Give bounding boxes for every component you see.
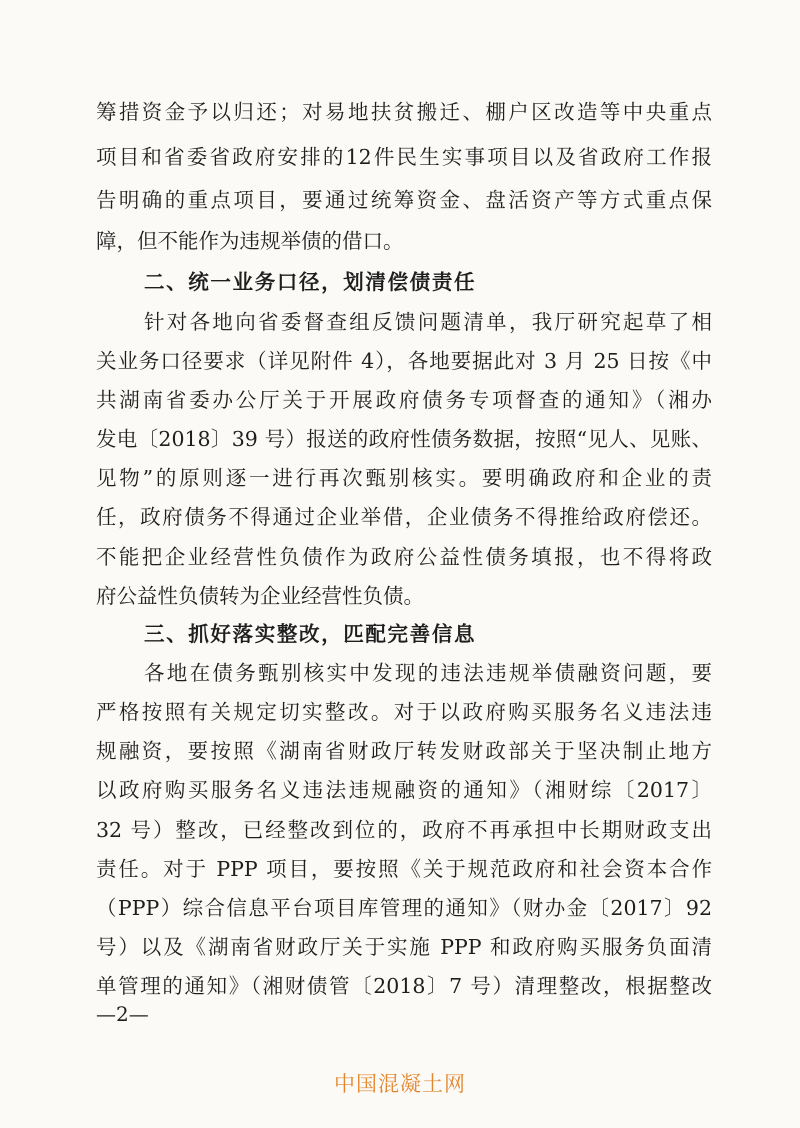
- body-line: 号）以及《湖南省财政厅关于实施 PPP 和政府购买服务负面清: [96, 935, 712, 959]
- body-line: 各地在债务甄别核实中发现的违法违规举债融资问题，要: [144, 661, 712, 685]
- body-line: 以政府购买服务名义违法违规融资的通知》（湘财综〔2017〕: [96, 778, 712, 802]
- body-line: 规融资，要按照《湖南省财政厅转发财政部关于坚决制止地方: [96, 739, 712, 763]
- body-line: 关业务口径要求（详见附件 4），各地要据此对 3 月 25 日按《中: [96, 349, 712, 373]
- body-line: 任，政府债务不得通过企业举借，企业债务不得推给政府偿还。: [96, 505, 712, 529]
- body-line: 项目和省委省政府安排的12件民生实事项目以及省政府工作报: [96, 145, 712, 169]
- body-line: 严格按照有关规定切实整改。对于以政府购买服务名义违法违: [96, 700, 712, 724]
- body-line: 见物”的原则逐一进行再次甄别核实。要明确政府和企业的责: [96, 466, 712, 490]
- body-line: 32 号）整改，已经整改到位的，政府不再承担中长期财政支出: [96, 818, 712, 842]
- body-line: 发电〔2018〕39 号）报送的政府性债务数据，按照“见人、见账、: [96, 427, 712, 451]
- section-heading: 二、统一业务口径，划清偿债责任: [144, 270, 477, 294]
- watermark: 中国混凝土网: [334, 1072, 466, 1096]
- body-line: 障，但不能作为违规举债的借口。: [96, 229, 404, 253]
- page-number: —2—: [96, 1002, 149, 1026]
- body-line: 告明确的重点项目，要通过统筹资金、盘活资产等方式重点保: [96, 188, 712, 212]
- body-line: 府公益性负债转为企业经营性负债。: [96, 584, 424, 608]
- body-line: 筹措资金予以归还；对易地扶贫搬迁、棚户区改造等中央重点: [96, 100, 712, 124]
- body-line: 不能把企业经营性负债作为政府公益性债务填报，也不得将政: [96, 545, 712, 569]
- section-heading: 三、抓好落实整改，匹配完善信息: [144, 622, 477, 646]
- body-line: 责任。对于 PPP 项目，要按照《关于规范政府和社会资本合作: [96, 857, 712, 881]
- body-line: （PPP）综合信息平台项目库管理的通知》（财办金〔2017〕92: [96, 896, 712, 920]
- body-line: 共湖南省委办公厅关于开展政府债务专项督查的通知》（湘办: [96, 388, 712, 412]
- body-line: 单管理的通知》（湘财债管〔2018〕7 号）清理整改，根据整改: [96, 974, 712, 998]
- body-line: 针对各地向省委督查组反馈问题清单，我厅研究起草了相: [144, 310, 712, 334]
